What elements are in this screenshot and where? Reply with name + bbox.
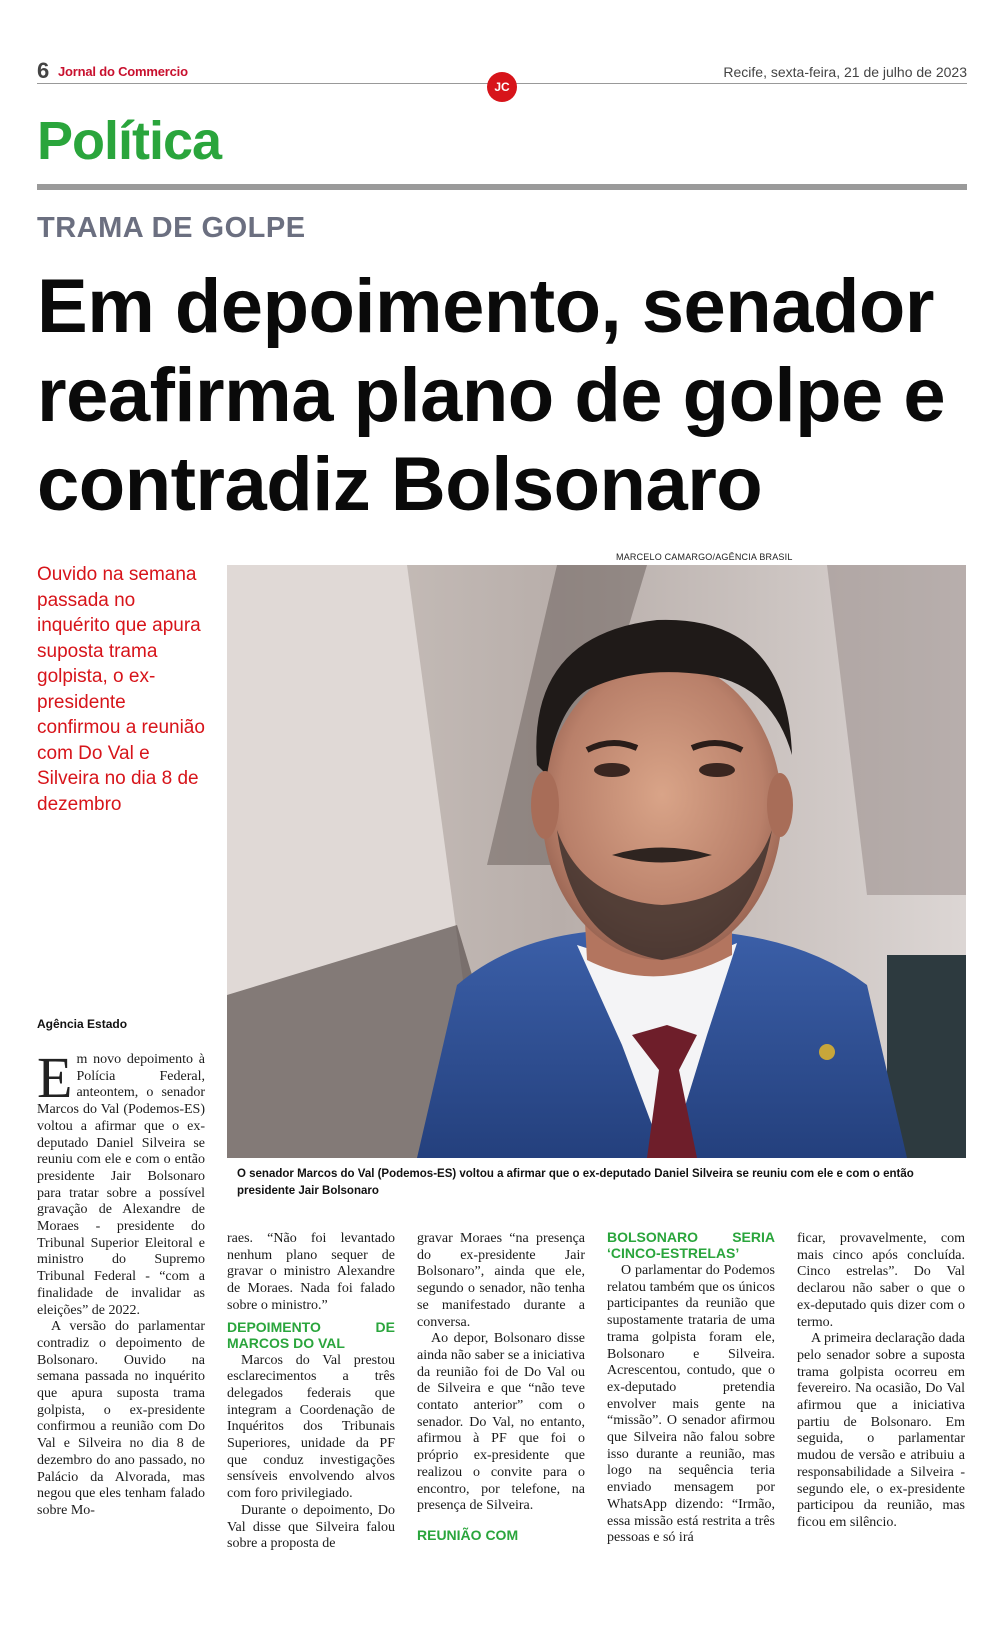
article-column-2 [227,1231,395,1553]
body-paragraph: A versão do parlamentar contradiz o depoimento de Bolsonaro. Ouvido na semana passada no inquérito que apura suposta trama golpista, o ex-presidente confirmou a reunião com Do Val e Silveira no dia 8 de dezembro do ano passado, no Palácio da Alvorada, mas negou que eles tenham falado sobre Mo- [37,1319,205,1518]
body-paragraph: O parlamentar do Podemos relatou também que os únicos participantes da reunião que supostamente trataria de uma trama golpista foram ele, Bolsonaro e Silveira. Acrescentou, contudo, que o ex-deputado pretendia envolver mais gente na “missão”. O senador afirmou que Silveira não falou sobre isso durante a reunião, mas logo na sequência teria enviado mensagem por WhatsApp dizendo: “Irmão, essa missão está restrita a três pessoas e só irá [607,1263,775,1546]
body-paragraph: A primeira declaração dada pelo senador sobre a suposta trama golpista ocorreu em fevereiro. Na ocasião, Do Val afirmou que a iniciativa partiu de Bolsonaro. Em seguida, o parlamentar mudou de versão e atribuiu a responsabilidade a Silveira - segundo ele, o ex-presidente participou da reunião, mas ficou em silêncio. [797,1331,965,1530]
deck-summary: Ouvido na semana passada no inquérito que apura suposta trama golpista, o ex-presidente confirmou a reunião com Do Val e Silveira no dia 8 de dezembro [37,564,205,815]
headline: Em depoimento, senador reafirma plano de golpe e contradiz Bolsonaro [37,264,946,527]
dateline: Recife, sexta-feira, 21 de julho de 2023 [723,64,967,80]
body-paragraph: gravar Moraes “na presença do ex-presidente Jair Bolsonaro”, ainda que ele, segundo o senador, não tenha se manifestado durante a conversa. [417,1231,585,1330]
subheading: BOLSONARO SERIA ‘CINCO-ESTRELAS’ [607,1229,775,1261]
section-rule [37,184,967,190]
drop-cap: E [37,1045,73,1110]
article-column-4 [607,1229,775,1547]
article-column-3 [417,1231,585,1545]
article-column-1 [37,1045,205,1520]
kicker: TRAMA DE GOLPE [37,212,306,244]
page-number: 6 [37,58,50,83]
body-paragraph: ficar, provavelmente, com mais cinco após concluída. Cinco estrelas”. Do Val declarou não saber o que o ex-deputado quis dizer com o termo. [797,1231,965,1330]
body-paragraph: Ao depor, Bolsonaro disse ainda não saber se a iniciativa da reunião foi de Do Val ou de Silveira e que “não teve contato anterior” com o senador. Do Val, no entanto, afirmou à PF que foi o próprio ex-presidente que realizou o convite para o encontro, por telefone, na presença de Silveira. [417,1331,585,1514]
photo-caption: O senador Marcos do Val (Podemos-ES) voltou a afirmar que o ex-deputado Daniel Silveira se reuniu com ele e com o então presidente Jair Bolsonaro [237,1168,914,1197]
body-paragraph: Durante o depoimento, Do Val disse que Silveira falou sobre a proposta de [227,1502,395,1552]
article-column-5 [797,1231,965,1532]
newspaper-name: Jornal do Commercio [58,64,188,79]
photo-credit: MARCELO CAMARGO/AGÊNCIA BRASIL [616,552,793,562]
subheading: REUNIÃO COM [417,1526,519,1543]
body-paragraph: Marcos do Val prestou esclarecimentos a três delegados federais que integram a Coordenação de Inquéritos dos Tribunais Superiores, unidade da PF que conduz investigações sensíveis envolvendo alvos com foro privilegiado. [227,1352,395,1502]
jc-logo: JC [487,72,517,102]
body-paragraph: raes. “Não foi levantado nenhum plano sequer de gravar o ministro Alexandre de Moraes. Nada foi falado sobre o ministro.” [227,1231,395,1313]
senator-photo [227,565,966,1158]
body-paragraph: Em novo depoimento à Polícia Federal, anteontem, o senador Marcos do Val (Podemos-ES) voltou a afirmar que o ex-deputado Daniel Silveira se reuniu com ele e com o então presidente Jair Bolsonaro para tratar sobre a possível gravação de Alexandre de Moraes - presidente do Tribunal Superior Eleitoral e ministro do Supremo Tribunal Federal - “com a finalidade de invalidar as eleições” de 2022. [37,1045,205,1318]
byline: Agência Estado [37,1017,128,1031]
subheading: DEPOIMENTO DE MARCOS DO VAL [227,1318,395,1351]
section-title: Política [37,111,222,171]
